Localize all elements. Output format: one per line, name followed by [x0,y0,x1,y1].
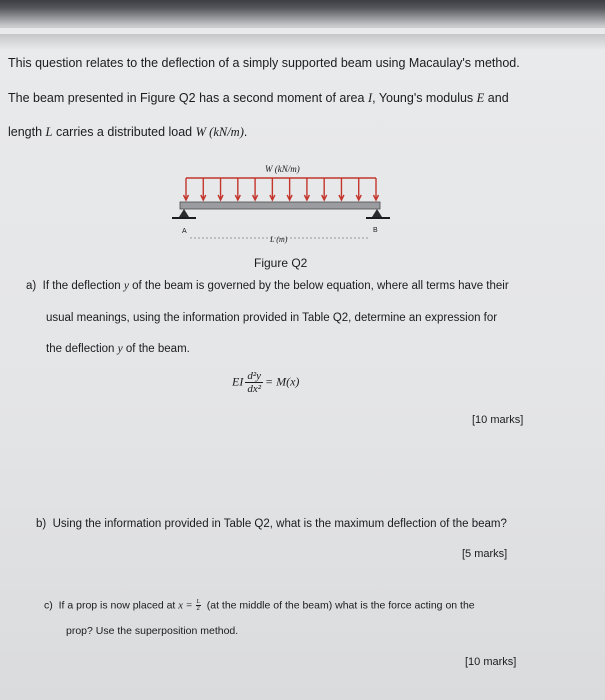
part-c-marks: [10 marks] [465,656,517,668]
figure-caption: Figure Q2 [254,256,308,270]
intro-line-1: This question relates to the deflection of a simply supported beam using Macaulay's method. [8,56,520,70]
support-a-pin [179,209,189,217]
part-a-marks: [10 marks] [472,414,524,426]
part-c-line-2: prop? Use the superposition method. [66,625,239,637]
beam [180,202,380,209]
load-label: W (kN/m) [265,164,300,174]
part-a-line-1: a) If the deflection y of the beam is governed by the below equation, where all terms have their [26,280,509,292]
part-a-line-2: usual meanings, using the information provided in Table Q2, determine an expression for [46,312,498,324]
support-b-roller [372,209,382,217]
part-c-line-1: c) If a prop is now placed at x = $\frac{L}{2}$ (at the middle of the beam) what is the force acting on the [44,599,475,612]
part-b-marks: [5 marks] [462,548,508,560]
length-label: L (m) [270,235,288,244]
part-b-label: b) [36,518,47,530]
part-a-label: a) [26,280,37,292]
part-c-label: c) [44,599,53,612]
page-shadow [0,34,605,50]
part-a-line-3: the deflection y of the beam. [46,343,190,355]
support-a [172,209,196,218]
intro-line-2: The beam presented in Figure Q2 has a second moment of area I, Young's modulus E and [8,91,509,105]
label-a: A [182,228,187,235]
label-b: B [373,227,378,234]
x-fraction: $\frac{L}{2}$ [196,599,200,612]
intro-line-3: length L carries a distributed load W (kN/m). [8,125,248,139]
beam-figure [170,160,400,250]
part-b-line: b) Using the information provided in Table Q2, what is the maximum deflection of the beam? [36,518,507,530]
support-b [366,209,390,218]
governing-equation: EI $\frac{\text{d²y}}{\text{dx²}}$ = M(x) [232,370,300,395]
distributed-load [184,178,379,200]
